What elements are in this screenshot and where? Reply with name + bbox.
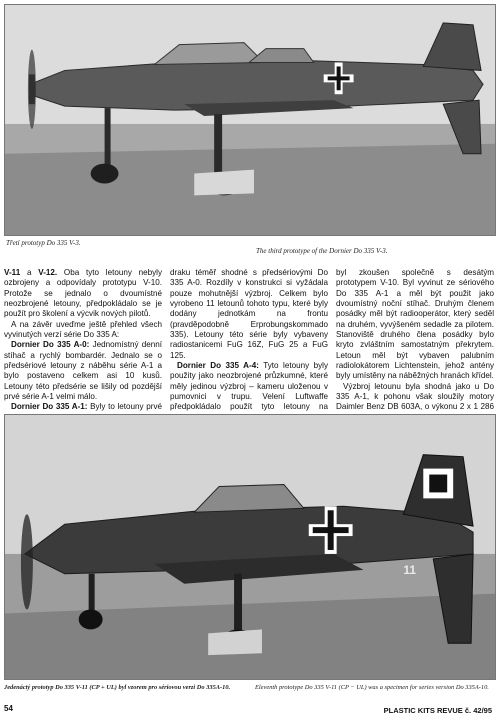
- article-column-3: [336, 268, 494, 423]
- paragraph-overview: [4, 320, 162, 341]
- label-a1: Dornier Do 335 A-1:: [11, 402, 88, 412]
- magazine-name: PLASTIC KITS REVUE č. 42/95: [383, 706, 492, 715]
- paragraph-a0: [4, 340, 162, 402]
- paragraph-body: Jednomístný denní stíhač a rychlý bombardér. Jednalo se o předsériové letouny z náběhu série A-1 a bylo postaveno celkem asi 10 kusů. Letouny této předsérie se lišily od pozdější prvé série A-1 velmi málo.: [4, 340, 163, 402]
- aircraft-number: 11: [403, 562, 417, 577]
- caption-bottom-english: Eleventh prototype Do 335 V-11 (CP − UL) was a specimen for series version Do 335A-10.: [255, 684, 489, 691]
- paragraph-body: draku téměř shodné s předsériovými Do 335 A-0. Rozdíly v konstrukci si vyžádala pouze mohutnější výzbroj. Celkem bylo vyrobeno 11 letounů tohoto typu, které byly dodány jednotkám na frontu (pravděpodobně Erprobungskommado 335). Letouny této série byly vybaveny radiostanicemi FuG 16Z, FuG 25 a FuG 125.: [170, 268, 328, 360]
- label-v12: V-12.: [38, 268, 58, 277]
- paragraph-body: A na závěr uveďme ještě přehled všech vyvinutých verzí série Do 335 A:: [4, 319, 162, 340]
- caption-top-english: The third prototype of the Dornier Do 335 V-3.: [256, 247, 388, 255]
- aircraft-v11-illustration: [5, 415, 495, 679]
- paragraph-body: Tyto letouny byly použity jako neozbrojené průzkumné, které měly jedinou výzbroj – kameru uloženou v pumovnici v trupu. Velení Luftwaffe předpokládalo použít tyto letouny na: [170, 361, 328, 412]
- page-number: 54: [4, 704, 13, 713]
- paragraph-v11-v12: [4, 268, 162, 320]
- label-a4: Dornier Do 335 A-4:: [177, 361, 259, 371]
- paragraph-body: Oba tyto letouny nebyly ozbrojeny a odpovídaly prototypu V-10. Protože se jednalo o dvoumístné neozbrojené letouny, předpokládalo se je použít pro školení a výcvik nových pilotů.: [4, 268, 163, 319]
- caption-top-czech: Třetí prototyp Do 335 V-3.: [6, 239, 81, 247]
- caption-bottom-czech: Jedenáctý prototyp Do 335 V-11 (CP + UL) byl vzorem pro sériovou verzi Do 335A-10.: [4, 684, 231, 691]
- paragraph-a1-continued: [170, 268, 328, 361]
- paragraph-body: byl zkoušen společně s desátým prototypem V-10. Byl vyvinut ze sériového Do 335 A-1 a měl být použit jako dvoumístný noční stíhač. Druhým členem posádky měl být radiooperátor, který seděl na druhém, vyvýšeném sedadle za pilotem. Stanoviště druhého člena posádky bylo kryto zvláštním samostatným překrytem. Letoun měl být vybaven palubním radiolokátorem Lichtenstein, jehož antény byly umístěny na náběžných hranách křídel.: [336, 268, 494, 381]
- label-v11: V-11: [4, 268, 21, 277]
- paragraph-body: Výzbroj letounu byla shodná jako u Do 335 A-1, k pohonu však sloužily motory Daimler Benz DB 603A, o výkonu 2 x 1 286: [336, 381, 494, 412]
- paragraph-body: Byly to letouny prvé: [90, 402, 162, 412]
- article-column-2: [170, 268, 328, 434]
- article-column-1: [4, 268, 162, 423]
- label-a0: Dornier Do 335 A-0:: [11, 340, 90, 350]
- photo-prototype-v11: [4, 414, 496, 680]
- paragraph-a6-continued: [336, 268, 494, 382]
- photo-prototype-v3: [4, 4, 496, 236]
- conjunction: a: [26, 268, 32, 277]
- aircraft-v3-illustration: [5, 5, 495, 235]
